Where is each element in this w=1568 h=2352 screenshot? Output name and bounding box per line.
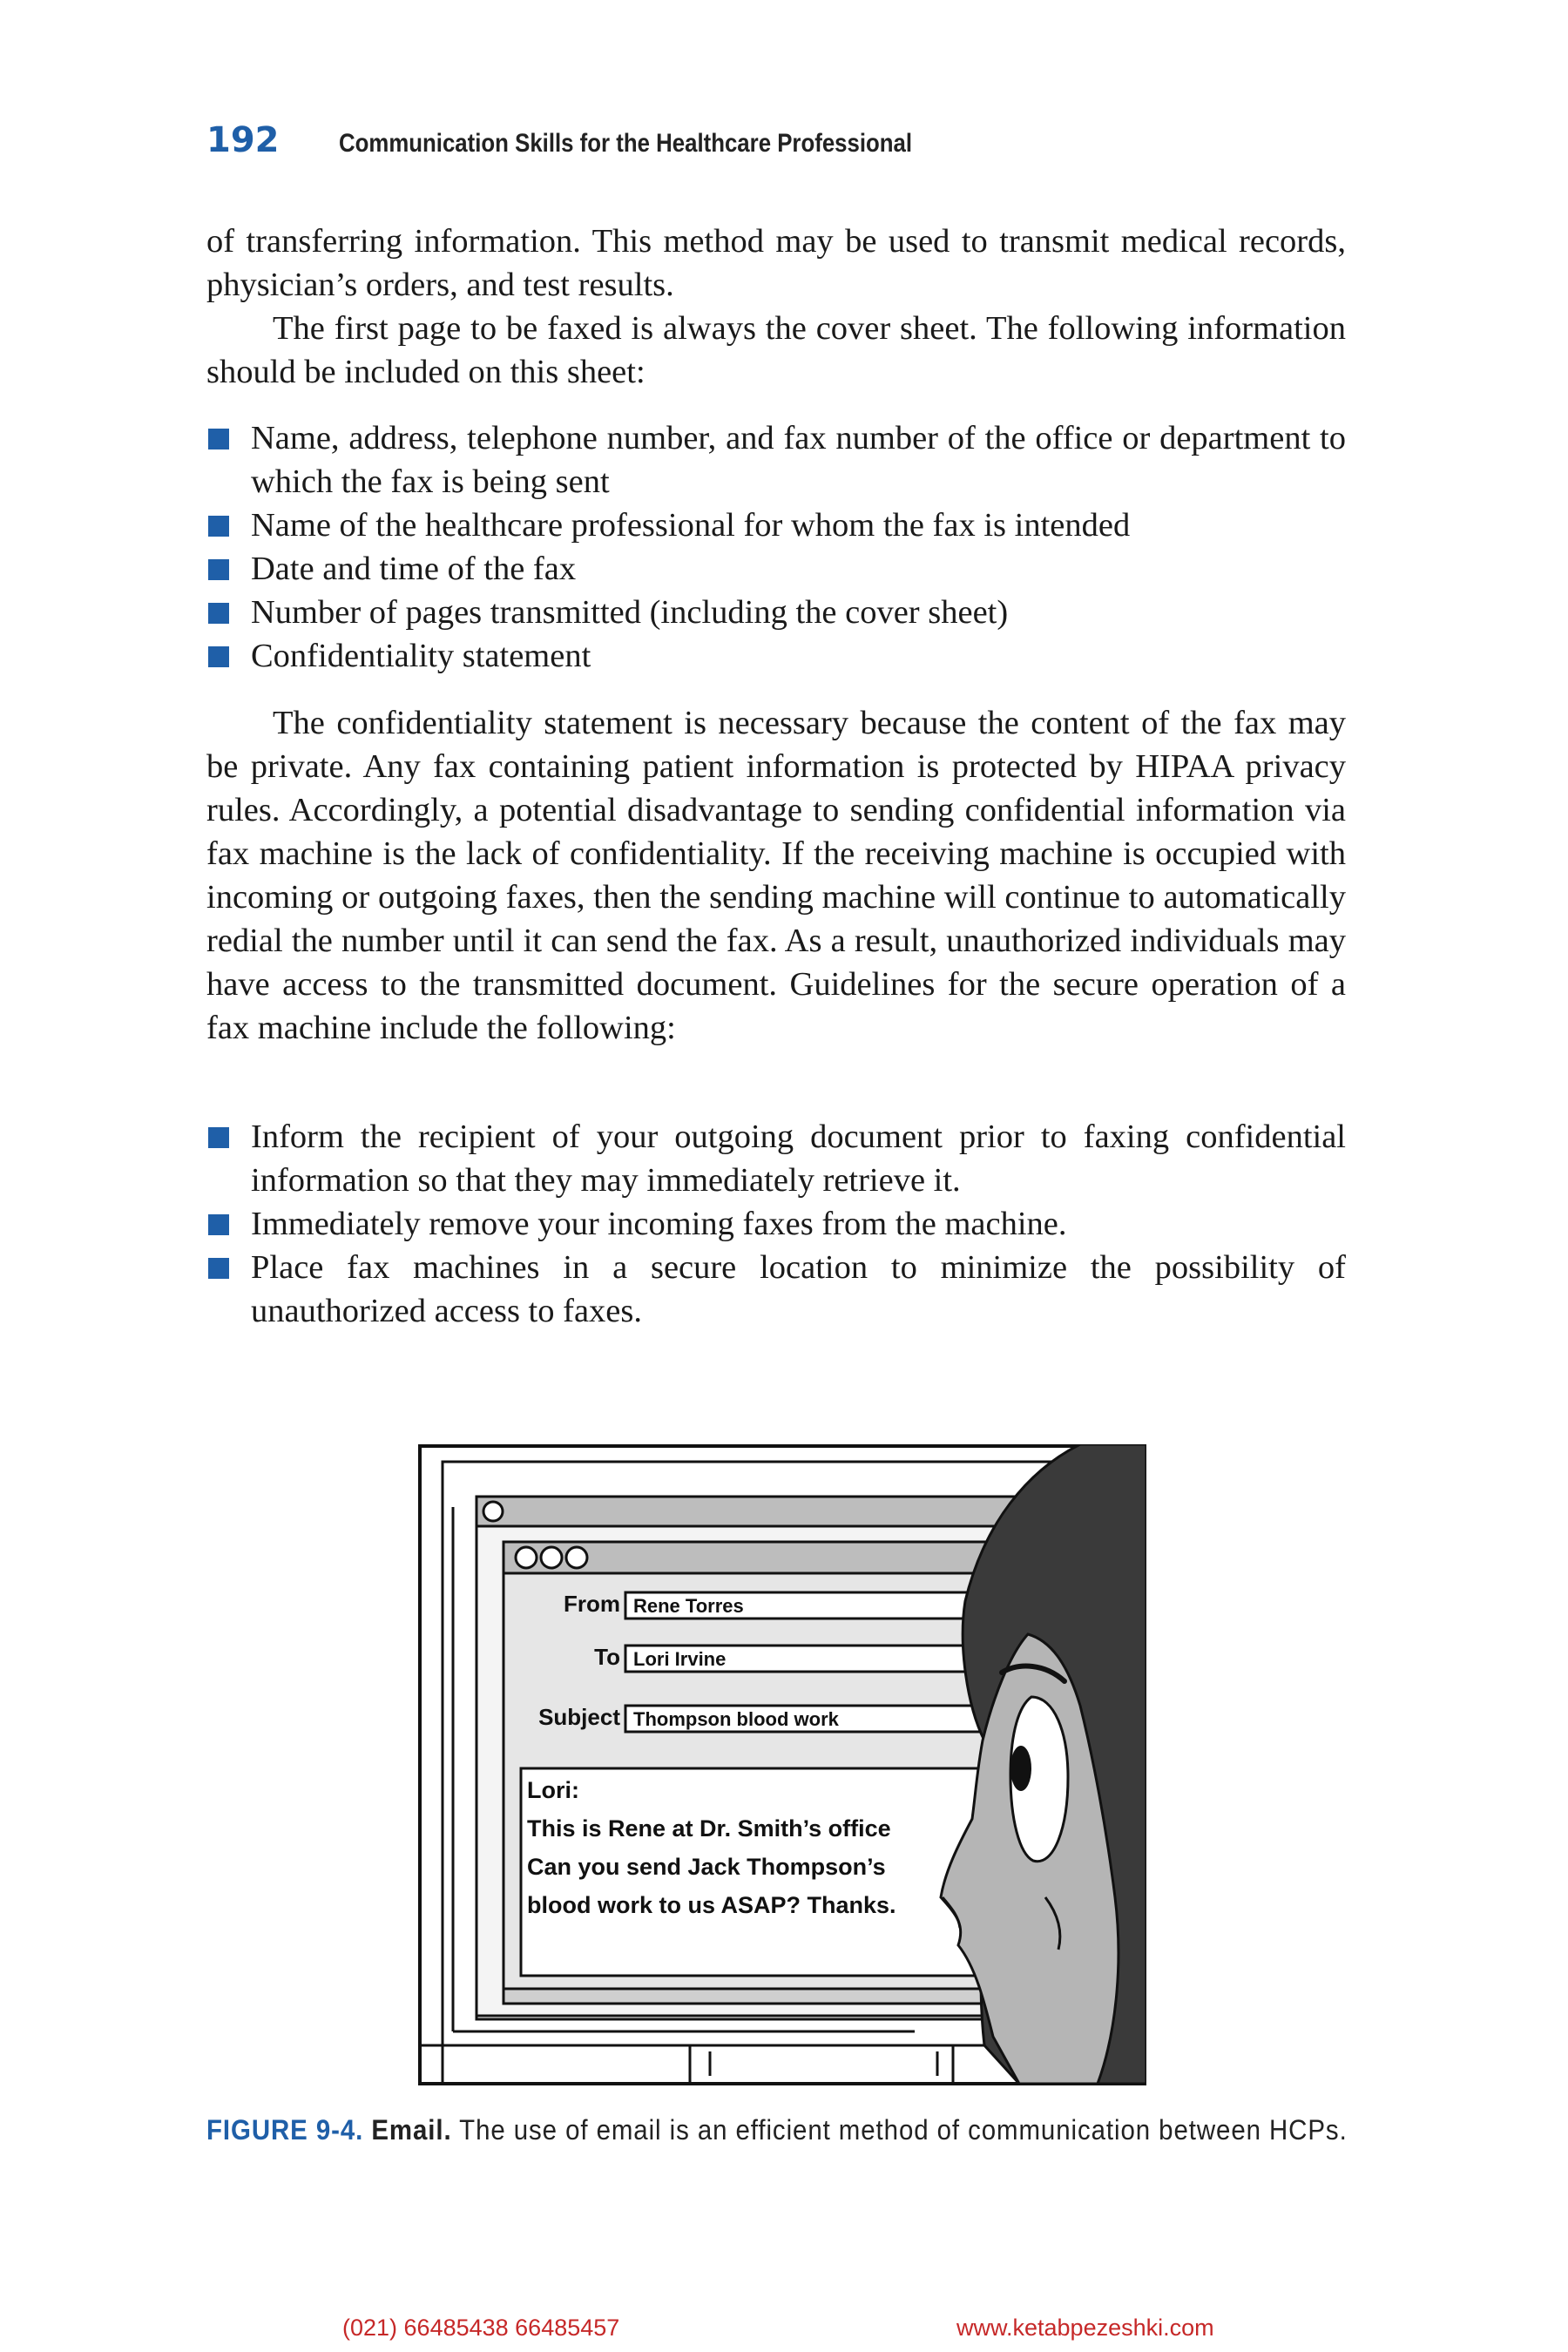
bullet-square-icon <box>208 1127 229 1148</box>
list-item: Name, address, telephone number, and fax number of the office or department to which the fax is being sent <box>206 416 1346 504</box>
list-item: Immediately remove your incoming faxes from the machine. <box>206 1202 1346 1246</box>
paragraph-cover-sheet: The first page to be faxed is always the cover sheet. The following information should be included on this sheet: <box>206 310 1346 390</box>
message-line: Lori: <box>527 1777 579 1803</box>
window-minimize-icon <box>541 1547 562 1568</box>
list-item: Name of the healthcare professional for whom the fax is intended <box>206 504 1346 547</box>
paragraph-intro: of transferring information. This method may be used to transmit medical records, physician’s orders, and test results. <box>206 223 1346 303</box>
message-line: This is Rene at Dr. Smith’s office <box>527 1815 891 1842</box>
list-item: Inform the recipient of your outgoing document prior to faxing confidential information so that they may immediately retrieve it. <box>206 1115 1346 1202</box>
message-line: blood work to us ASAP? Thanks. <box>527 1892 896 1918</box>
list-item: Confidentiality statement <box>206 634 1346 678</box>
paragraph-confidentiality: The confidentiality statement is necessary because the content of the fax may be private. Any fax containing patient information is protected by HIPAA privacy rules. Accordingly, a potential disadvantage to sending confidential information via fax machine is the lack of confidentiality. If the receiving machine is occupied with incoming or outgoing faxes, then the sending machine will continue to automatically redial the number until it can send the fax. As a result, unauthorized individuals may have access to the transmitted document. Guidelines for the secure operation of a fax machine include the following: <box>206 705 1346 1046</box>
bullet-square-icon <box>208 559 229 580</box>
bullet-square-icon <box>208 646 229 667</box>
subject-label: Subject <box>538 1704 620 1730</box>
to-label: To <box>594 1644 620 1670</box>
from-value: Rene Torres <box>633 1595 744 1617</box>
list-item: Date and time of the fax <box>206 547 1346 591</box>
bullet-square-icon <box>208 429 229 449</box>
bullet-square-icon <box>208 516 229 537</box>
window-maximize-icon <box>566 1547 587 1568</box>
cover-sheet-list <box>206 416 1346 678</box>
page-number: 192 <box>206 120 280 160</box>
bullet-square-icon <box>208 603 229 624</box>
figure-caption <box>206 2110 1356 2150</box>
pupil <box>1010 1746 1031 1791</box>
email-illustration <box>418 1444 1146 2085</box>
bullet-square-icon <box>208 1214 229 1235</box>
window-close-icon <box>516 1547 537 1568</box>
message-line: Can you send Jack Thompson’s <box>527 1854 886 1880</box>
list-item: Place fax machines in a secure location to minimize the possibility of unauthorized access to faxes. <box>206 1246 1346 1333</box>
from-label: From <box>564 1591 620 1617</box>
list-item: Number of pages transmitted (including the cover sheet) <box>206 591 1346 634</box>
guidelines-list <box>206 1115 1346 1333</box>
footer-url[interactable]: www.ketabpezeshki.com <box>956 2315 1214 2341</box>
caption-text: The use of email is an efficient method of communication between HCPs. <box>459 2114 1348 2146</box>
figure-label: FIGURE 9-4. <box>206 2114 364 2146</box>
window-button-icon <box>483 1502 503 1521</box>
running-head: Communication Skills for the Healthcare Professional <box>339 129 913 158</box>
bullet-square-icon <box>208 1258 229 1279</box>
footer-phone: (021) 66485438 66485457 <box>342 2315 620 2341</box>
figure-title: Email. <box>371 2114 452 2146</box>
subject-value: Thompson blood work <box>633 1708 839 1730</box>
to-value: Lori Irvine <box>633 1648 727 1670</box>
